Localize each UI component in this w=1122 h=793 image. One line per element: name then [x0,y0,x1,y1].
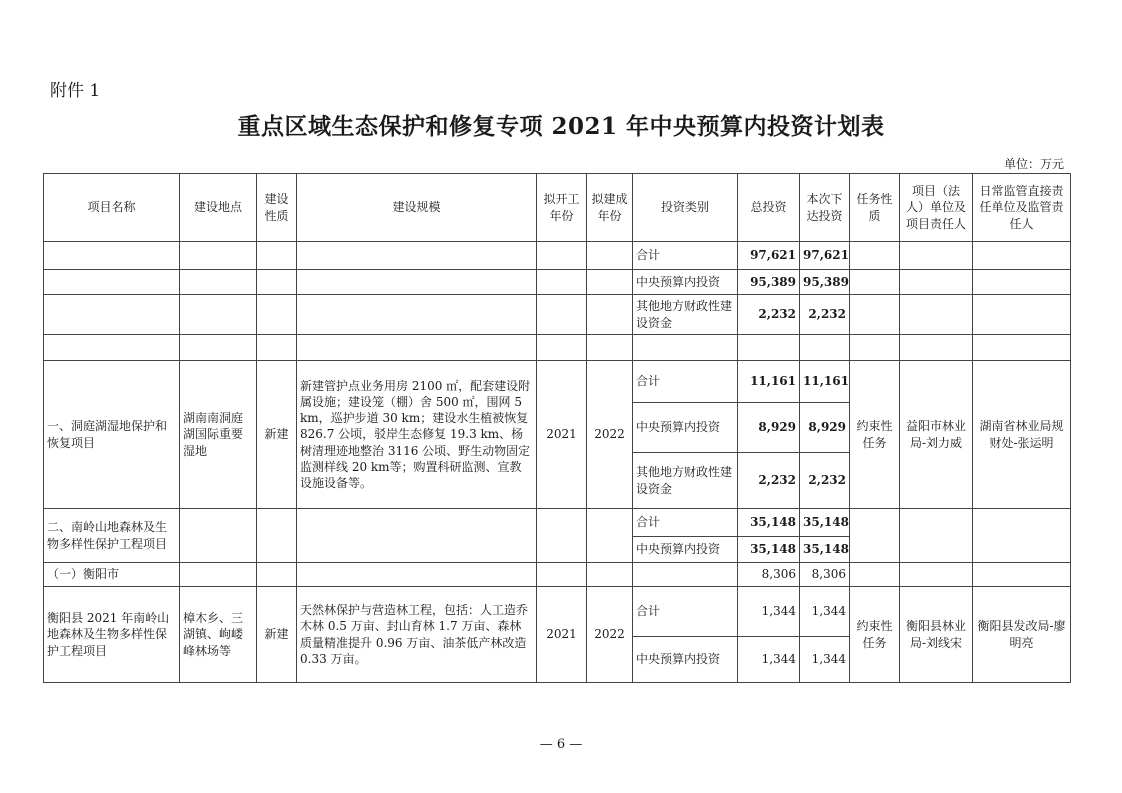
project3-nature: 新建 [257,587,297,683]
summary-total: 97,621 [738,242,800,270]
table-row [44,361,1071,403]
project3-supervisor: 衡阳县发改局-廖明亮 [973,587,1071,683]
project1-type: 其他地方财政性建设资金 [633,453,738,509]
attachment-label: 附件 1 [50,81,101,101]
project2-type: 合计 [633,509,738,537]
project1-total: 2,232 [738,453,800,509]
header-end-year: 拟建成年份 [587,174,633,242]
project2-type: 中央预算内投资 [633,537,738,563]
project1-current: 11,161 [800,361,850,403]
project1-start: 2021 [537,361,587,509]
investment-plan-table [43,173,1071,683]
project3-type: 中央预算内投资 [633,637,738,683]
project2-total: 35,148 [738,509,800,537]
summary-total: 95,389 [738,270,800,295]
header-supervisor: 日常监管直接责任单位及监管责任人 [973,174,1071,242]
header-total: 总投资 [738,174,800,242]
table-row [44,509,1071,537]
project3-type: 合计 [633,587,738,637]
header-nature: 建设性质 [257,174,297,242]
table-row [44,587,1071,637]
project3-start: 2021 [537,587,587,683]
unit-label: 单位：万元 [1003,157,1064,171]
project3-name: 衡阳县 2021 年南岭山地森林及生物多样性保护工程项目 [44,587,180,683]
project3-scale: 天然林保护与营造林工程，包括：人工造乔木林 0.5 万亩、封山育林 1.7 万亩、森林质量精准提升 0.96 万亩、油茶低产林改造 0.33 万亩。 [297,587,537,683]
project1-name: 一、洞庭湖湿地保护和恢复项目 [44,361,180,509]
project1-type: 合计 [633,361,738,403]
project1-end: 2022 [587,361,633,509]
header-name: 项目名称 [44,174,180,242]
summary-type: 中央预算内投资 [633,270,738,295]
summary-type: 其他地方财政性建设资金 [633,295,738,335]
page-number: — 6 — [539,737,583,752]
summary-total: 2,232 [738,295,800,335]
project1-scale: 新建管护点业务用房 2100 ㎡，配套建设附属设施；建设笼（棚）舍 500 ㎡，围网 5 km，巡护步道 30 km；建设水生植被恢复 826.7 公顷，驳岸生态修复 19.3 km、杨树清理迹地整治 3116 公顷、野生动物固定监测样线 20 km等；购置科研监测、宣教设施设备等。 [297,361,537,509]
hengyang-total: 8,306 [738,563,800,587]
project3-end: 2022 [587,587,633,683]
project1-location: 湖南南洞庭湖国际重要湿地 [180,361,257,509]
table-row [44,563,1071,587]
table-row-empty [44,335,1071,361]
header-current: 本次下达投资 [800,174,850,242]
project2-current: 35,148 [800,537,850,563]
header-row [44,174,1071,242]
project1-total: 11,161 [738,361,800,403]
project2-current: 35,148 [800,509,850,537]
project3-task: 约束性任务 [850,587,900,683]
project1-owner: 益阳市林业局-刘力威 [900,361,973,509]
project1-current: 8,929 [800,403,850,453]
table-row [44,270,1071,295]
header-task-nature: 任务性质 [850,174,900,242]
table-row [44,295,1071,335]
hengyang-current: 8,306 [800,563,850,587]
project1-task: 约束性任务 [850,361,900,509]
project3-total: 1,344 [738,637,800,683]
summary-type: 合计 [633,242,738,270]
header-location: 建设地点 [180,174,257,242]
project3-location: 樟木乡、三湖镇、岣嵝峰林场等 [180,587,257,683]
project3-current: 1,344 [800,587,850,637]
project1-current: 2,232 [800,453,850,509]
project2-total: 35,148 [738,537,800,563]
summary-current: 97,621 [800,242,850,270]
header-start-year: 拟开工年份 [537,174,587,242]
project1-total: 8,929 [738,403,800,453]
project3-current: 1,344 [800,637,850,683]
project1-type: 中央预算内投资 [633,403,738,453]
project2-name: 二、南岭山地森林及生物多样性保护工程项目 [44,509,180,563]
header-unit-owner: 项目（法人）单位及项目责任人 [900,174,973,242]
page-title: 重点区域生态保护和修复专项 2021 年中央预算内投资计划表 [237,113,885,140]
project1-nature: 新建 [257,361,297,509]
header-invest-type: 投资类别 [633,174,738,242]
hengyang-name: （一）衡阳市 [44,563,180,587]
project3-total: 1,344 [738,587,800,637]
summary-current: 2,232 [800,295,850,335]
project3-owner: 衡阳县林业局-刘线宋 [900,587,973,683]
table-row [44,242,1071,270]
header-scale: 建设规模 [297,174,537,242]
summary-current: 95,389 [800,270,850,295]
project1-supervisor: 湖南省林业局规财处-张运明 [973,361,1071,509]
